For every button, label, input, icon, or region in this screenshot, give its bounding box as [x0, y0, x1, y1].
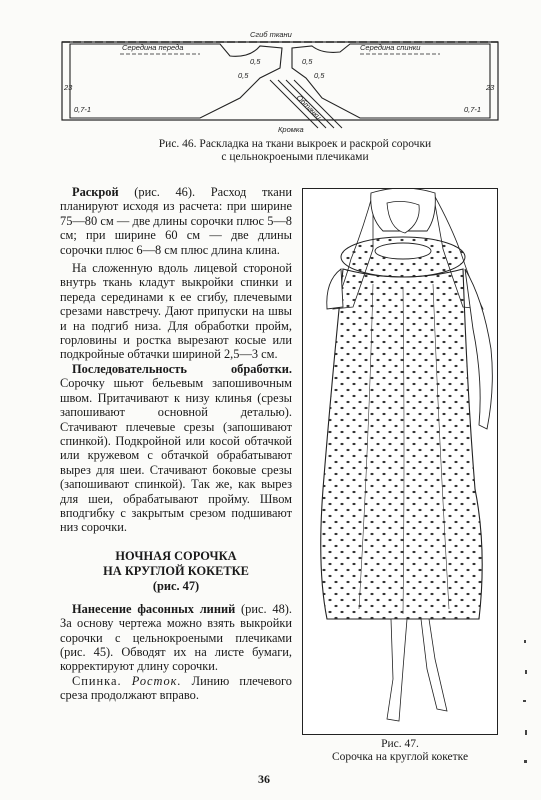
label-back-center: Середина спинки	[360, 43, 421, 52]
label-dim-23-right: 23	[486, 83, 495, 92]
label-dim-07-right: 0,7-1	[464, 105, 482, 114]
figure-46-layout-diagram	[60, 28, 500, 136]
run-in-back: Спинка.	[72, 673, 122, 688]
paragraph-cutting: Раскрой (рис. 46). Расход ткани планируют исходя из расчета: при ширине 75—80 см — две длины сорочки плюс 5—8 см; при ширине 60 см — две длины сорочки плюс 6—8 см плюс длина клина.	[60, 185, 292, 257]
figure-47-caption-line1: Рис. 47.	[381, 738, 419, 750]
label-dim-05-b: 0,5	[238, 71, 249, 80]
label-dim-05-c: 0,5	[302, 57, 313, 66]
label-dim-07-left: 0,7-1	[74, 105, 92, 114]
paragraph-sequence: Последовательность обработки. Сорочку шьют бельевым запошивочным швом. Притачивают к низу клинья (срезы запошивают основной деталью). Стачивают плечевые срезы (запошивают спинкой). Подкройной или косой обтачкой или кружевом с обтачкой обрабатывают вырез для шеи. Стачивают боковые срезы (запошивают спинкой). Так же, как вырез для шеи, обрабатывают пройму. Швом вподгибку с закрытым срезом подшивают низ сорочки.	[60, 361, 292, 535]
margin-marks	[520, 640, 532, 770]
paragraph-back: Спинка. Росток. Линию плечевого среза продолжают вправо.	[60, 673, 292, 703]
label-bias: Обтачки	[294, 93, 324, 122]
text-column	[60, 185, 292, 703]
figure-47-caption-line2: Сорочка на круглой кокетке	[331, 751, 469, 763]
figure-47-caption	[300, 738, 500, 764]
figure-46-caption	[110, 138, 480, 164]
page-number: 36	[258, 772, 270, 786]
label-front-center: Середина переда	[122, 43, 184, 52]
run-in-heading-sequence: Последовательность обработки.	[72, 361, 292, 376]
label-dim-05-a: 0,5	[250, 57, 261, 66]
label-selvage: Кромка	[278, 125, 304, 134]
run-in-rostok: Росток.	[131, 673, 182, 688]
paragraph-style-lines: Нанесение фасонных линий (рис. 48). За основу чертежа можно взять выкройки сорочки с цельнокроеными плечиками (рис. 45). Обводят их на листе бумаги, корректируют длину сорочки.	[60, 601, 292, 674]
run-in-heading-cutting: Раскрой	[72, 185, 119, 199]
nightgown-drawing	[303, 189, 496, 733]
label-dim-23-left: 23	[64, 83, 73, 92]
figure-46-caption-line1: Рис. 46. Раскладка на ткани выкроек и раскрой сорочки	[158, 138, 432, 150]
paragraph-layout: На сложенную вдоль лицевой стороной внутрь ткань кладут выкройки спинки и переда серединами к ее сгибу, плечевыми срезами навстречу. Дают припуски на швы и на подгиб низа. Для обработки пройм, горловины и ростка вырезают косые или подкройные обтачки шириной 2,5—3 см.	[60, 261, 292, 362]
label-dim-05-d: 0,5	[314, 71, 325, 80]
label-fold: Сгиб ткани	[250, 30, 292, 39]
run-in-heading-style-lines: Нанесение фасонных линий	[72, 601, 236, 616]
figure-47-illustration	[302, 188, 498, 735]
section-heading: НОЧНАЯ СОРОЧКА НА КРУГЛОЙ КОКЕТКЕ (рис. 47)	[103, 548, 249, 593]
figure-46-caption-line2: с цельнокроеными плечиками	[221, 151, 369, 163]
